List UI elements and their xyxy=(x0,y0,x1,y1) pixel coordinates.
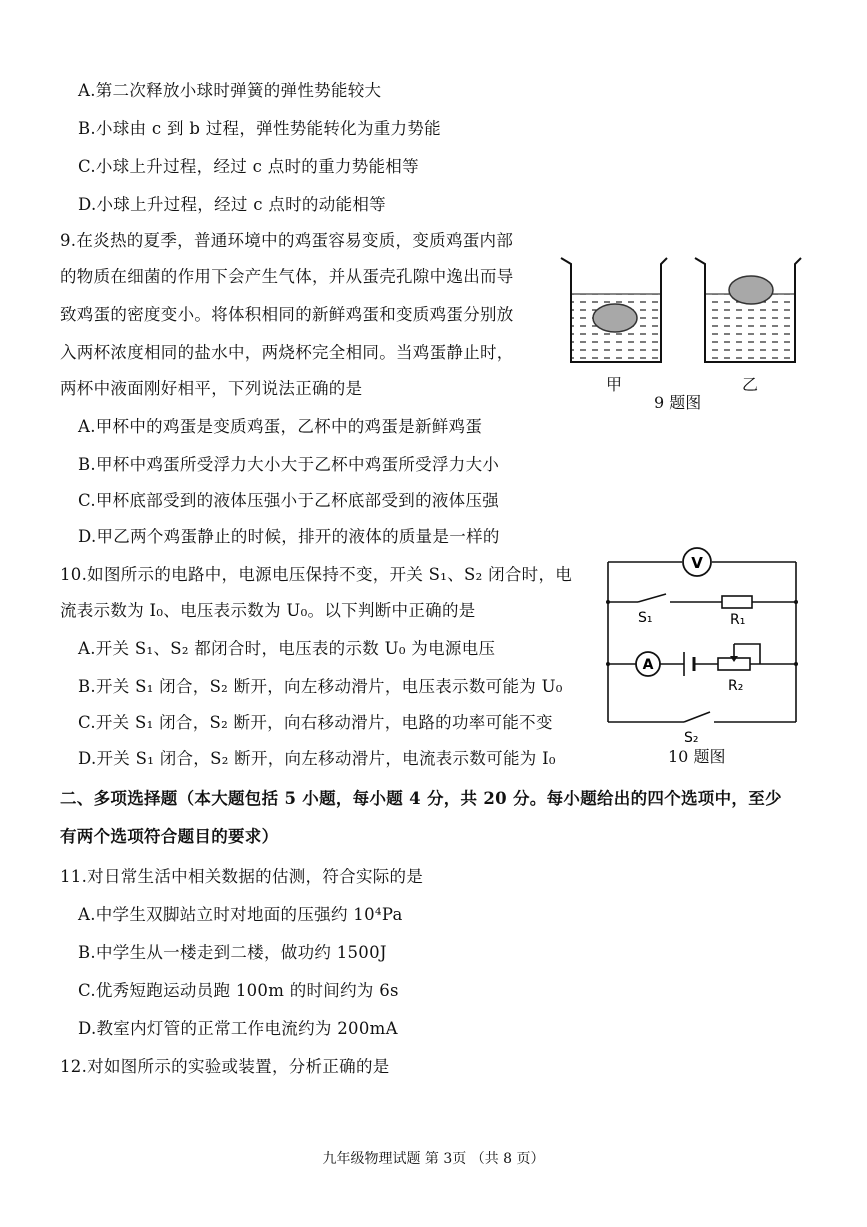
page-footer: 九年级物理试题 第 3页 （共 8 页） xyxy=(322,1151,545,1167)
s2-label: S₂ xyxy=(684,730,699,746)
s1-label: S₁ xyxy=(638,610,653,626)
egg-left-icon xyxy=(593,304,637,332)
q9-label-yi: 乙 xyxy=(742,375,759,394)
voltmeter-label: V xyxy=(691,554,703,572)
q9-stem-line-3: 致鸡蛋的密度变小。将体积相同的新鲜鸡蛋和变质鸡蛋分别放 xyxy=(60,305,514,324)
q8-option-a: A.第二次释放小球时弹簧的弹性势能较大 xyxy=(78,81,382,100)
q9-option-d: D.甲乙两个鸡蛋静止的时候，排开的液体的质量是一样的 xyxy=(78,527,500,546)
q10-option-d: D.开关 S₁ 闭合，S₂ 断开，向左移动滑片，电流表示数可能为 I₀ xyxy=(78,749,556,768)
q11-option-c: C.优秀短跑运动员跑 100m 的时间约为 6s xyxy=(78,981,399,1000)
q10-option-c: C.开关 S₁ 闭合，S₂ 断开，向右移动滑片，电路的功率可能不变 xyxy=(78,713,553,732)
q9-stem-line-1: 9.在炎热的夏季，普通环境中的鸡蛋容易变质，变质鸡蛋内部 xyxy=(60,231,514,250)
q9-stem-line-4: 入两杯浓度相同的盐水中，两烧杯完全相同。当鸡蛋静止时， xyxy=(60,343,514,362)
r1-label: R₁ xyxy=(730,612,746,628)
q8-option-c: C.小球上升过程，经过 c 点时的重力势能相等 xyxy=(78,157,419,176)
q11-option-a: A.中学生双脚站立时对地面的压强约 10⁴Pa xyxy=(78,905,403,924)
egg-right-icon xyxy=(729,276,773,304)
q9-option-c: C.甲杯底部受到的液体压强小于乙杯底部受到的液体压强 xyxy=(78,491,500,510)
q11-stem: 11.对日常生活中相关数据的估测，符合实际的是 xyxy=(60,867,424,886)
resistor-r1-icon xyxy=(722,596,752,608)
q10-stem-line-2: 流表示数为 I₀、电压表示数为 U₀。以下判断中正确的是 xyxy=(60,601,476,620)
q8-option-d: D.小球上升过程，经过 c 点时的动能相等 xyxy=(78,195,386,214)
section-2-heading-line-2: 有两个选项符合题目的要求） xyxy=(60,827,279,846)
q12-stem: 12.对如图所示的实验或装置，分析正确的是 xyxy=(60,1057,390,1076)
section-2-heading-line-1: 二、多项选择题（本大题包括 5 小题，每小题 4 分，共 20 分。每小题给出的四个选项中，至少 xyxy=(60,789,782,808)
q9-stem-line-5: 两杯中液面刚好相平，下列说法正确的是 xyxy=(60,379,363,398)
q11-option-b: B.中学生从一楼走到二楼，做功约 1500J xyxy=(78,943,387,962)
q10-option-a: A.开关 S₁、S₂ 都闭合时，电压表的示数 U₀ 为电源电压 xyxy=(78,639,496,658)
q10-circuit-figure xyxy=(600,540,810,746)
q9-option-b: B.甲杯中鸡蛋所受浮力大小大于乙杯中鸡蛋所受浮力大小 xyxy=(78,455,500,474)
q10-option-b: B.开关 S₁ 闭合，S₂ 断开，向左移动滑片，电压表示数可能为 U₀ xyxy=(78,677,563,696)
ammeter-label: A xyxy=(642,657,654,673)
q9-stem-line-2: 的物质在细菌的作用下会产生气体，并从蛋壳孔隙中逸出而导 xyxy=(60,267,514,286)
q11-option-d: D.教室内灯管的正常工作电流约为 200mA xyxy=(78,1019,398,1038)
r2-label: R₂ xyxy=(728,678,744,694)
q9-label-jia: 甲 xyxy=(606,375,623,394)
q9-option-a: A.甲杯中的鸡蛋是变质鸡蛋，乙杯中的鸡蛋是新鲜鸡蛋 xyxy=(78,417,483,436)
beaker-right xyxy=(695,258,801,362)
q9-beakers-figure xyxy=(555,250,815,370)
q8-option-b: B.小球由 c 到 b 过程，弹性势能转化为重力势能 xyxy=(78,119,441,138)
q9-figure-caption: 9 题图 xyxy=(654,393,702,412)
q10-stem-line-1: 10.如图所示的电路中，电源电压保持不变，开关 S₁、S₂ 闭合时，电 xyxy=(60,565,573,584)
beaker-left xyxy=(561,258,667,362)
q10-figure-caption: 10 题图 xyxy=(668,747,726,766)
